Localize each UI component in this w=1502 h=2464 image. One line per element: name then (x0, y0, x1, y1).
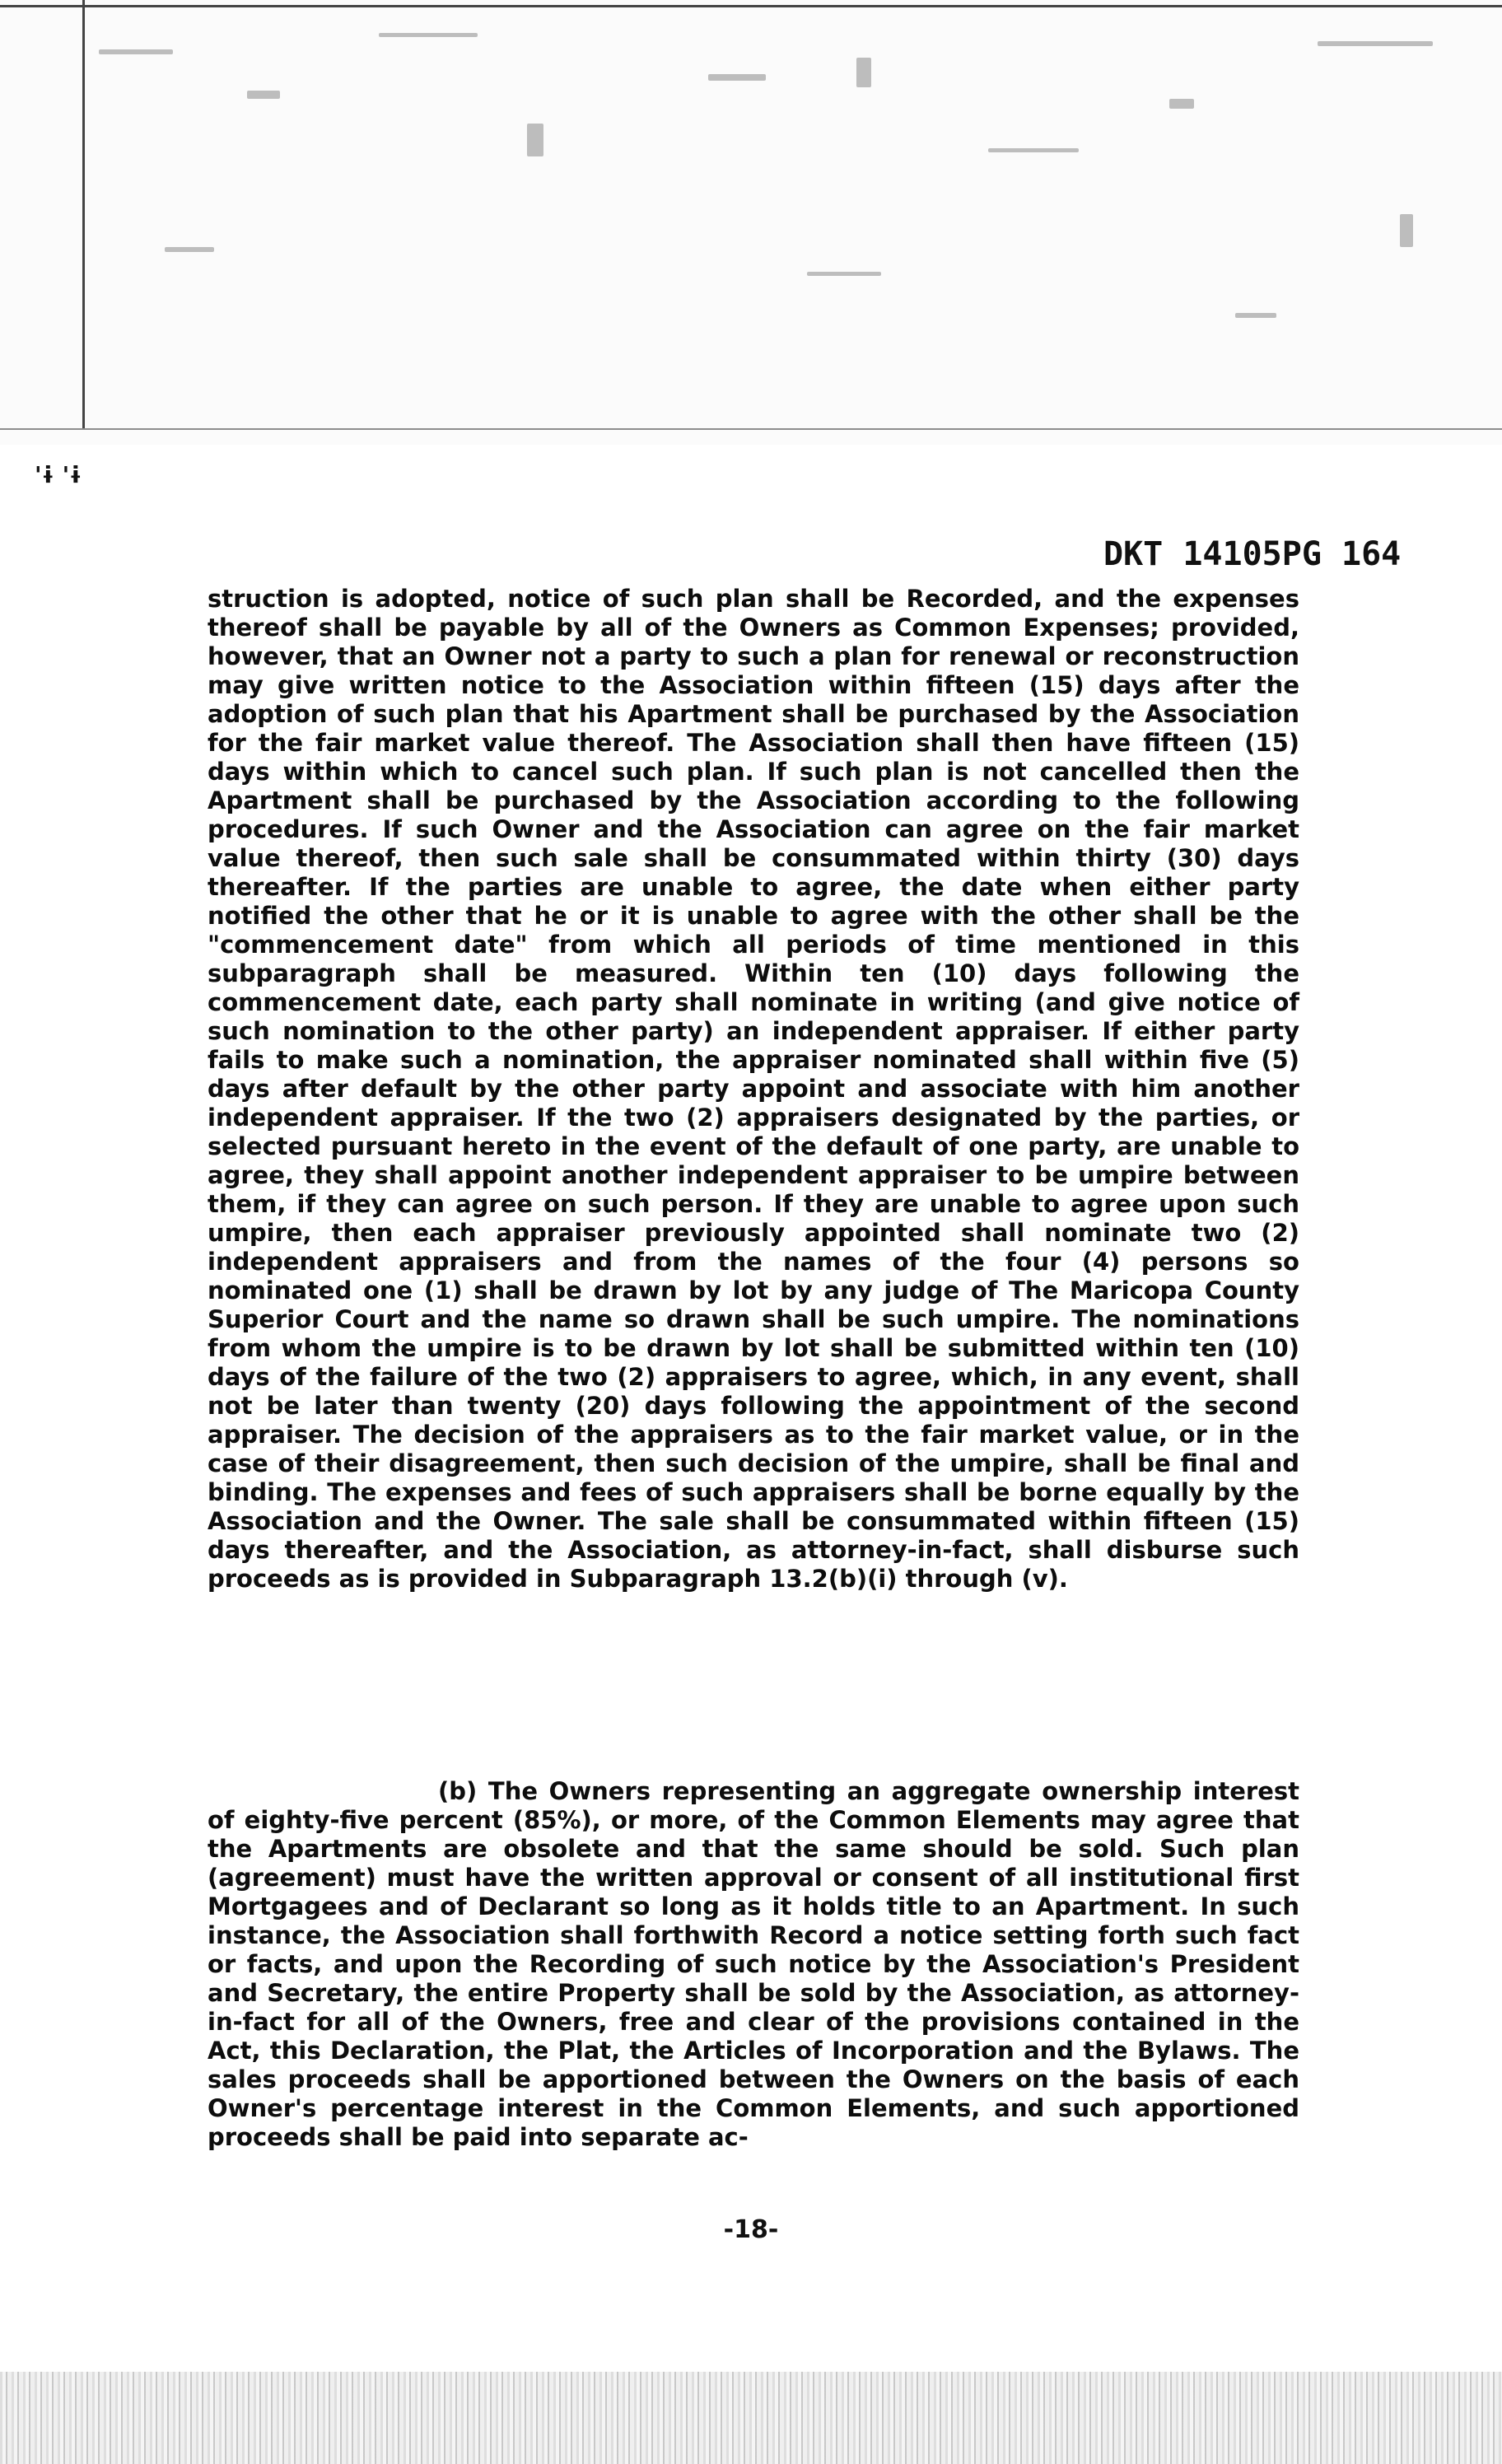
scan-noise (807, 272, 881, 276)
scan-noise (247, 91, 280, 99)
paragraph-continuation: struction is adopted, notice of such plan shall be Recorded, and the expenses thereof shall be payable by all of the Owners as Common Expenses; provided, however, that an Owner not a party to such a plan for renewal or reconstruction may give written notice to the Association within fifteen (15) days after the adoption of such plan that his Apartment shall be purchased by the Association for the fair market value thereof. The Association shall then have fifteen (15) days within which to cancel such plan. If such plan is not cancelled then the Apartment shall be purchased by the Association according to the following procedures. If such Owner and the Association can agree on the fair market value thereof, then such sale shall be consummated within thirty (30) days thereafter. If the parties are unable to agree, the date when either party notified the other that he or it is unable to agree with the other shall be the "commencement date" from which all periods of time mentioned in this subparagraph shall be measured. Within ten (10) days following the commencement date, each party shall nominate in writing (and give notice of such nomination to the other party) an independent appraiser. If either party fails to make such a nomination, the appraiser nominated shall within five (5) days after default by the other party appoint and associate with him another independent appraiser. If the two (2) appraisers designated by the parties, or selected pursuant hereto in the event of the default of one party, are unable to agree, they shall appoint another independent appraiser to be umpire between them, if they can agree on such person. If they are unable to agree upon such umpire, then each appraiser previously appointed shall nominate two (2) independent appraisers and from the names of the four (4) persons so nominated one (1) shall be drawn by lot by any judge of The Maricopa County Superior Court and the name so drawn shall be such umpire. The nominations from whom the umpire is to be drawn by lot shall be submitted within ten (10) days of the failure of the two (2) appraisers to agree, which, in any event, shall not be later than twenty (20) days following the appointment of the second appraiser. The decision of the appraisers as to the fair market value, or in the case of their disagreement, then such decision of the umpire, shall be final and binding. The expenses and fees of such appraisers shall be borne equally by the Association and the Owner. The sale shall be consummated within fifteen (15) days thereafter, and the Association, as attorney-in-fact, shall disburse such proceeds as is provided in Subparagraph 13.2(b)(i) through (v). (208, 585, 1299, 1593)
scan-artifact-top (0, 0, 1502, 445)
page-number: -18- (723, 2215, 779, 2244)
scan-artifact-bottom (0, 2372, 1502, 2464)
margin-marks: 'ɨ 'ɨ (35, 461, 82, 488)
scan-noise (856, 58, 871, 87)
frame-line (0, 5, 1502, 7)
scan-noise (379, 33, 478, 37)
scan-noise (527, 124, 543, 156)
scan-noise (708, 74, 766, 81)
scan-noise (1235, 313, 1276, 318)
scan-noise (1169, 99, 1194, 109)
scan-noise (988, 148, 1079, 152)
scan-noise (1318, 41, 1433, 46)
frame-line (82, 0, 85, 428)
scan-noise (99, 49, 173, 54)
paragraph-b: (b) The Owners representing an aggregate ownership interest of eighty-five percent (85%), or more, of the Common Elements may agree that the Apartments are obsolete and that the same should be sold. Such plan (agreement) must have the written approval or consent of all institutional first Mortgagees and of Declarant so long as it holds title to an Apartment. In such instance, the Association shall forthwith Record a notice setting forth such fact or facts, and upon the Recording of such notice by the Association's President and Secretary, the entire Property shall be sold by the Association, as attorney-in-fact for all of the Owners, free and clear of the provisions contained in the Act, this Declaration, the Plat, the Articles of Incorporation and the Bylaws. The sales proceeds shall be apportioned between the Owners on the basis of each Owner's percentage interest in the Common Elements, and such apportioned proceeds shall be paid into separate ac- (208, 1777, 1299, 2151)
docket-reference: DKT 14105PG 164 (1103, 535, 1402, 573)
scan-noise (165, 247, 214, 252)
frame-line (0, 428, 1502, 430)
scan-noise (1400, 214, 1413, 247)
